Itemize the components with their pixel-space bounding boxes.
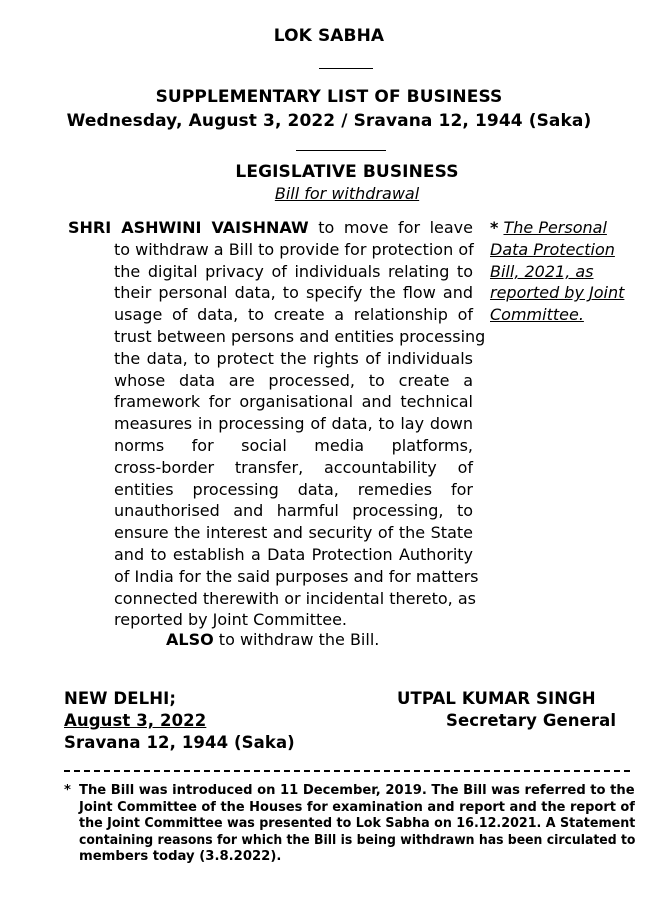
- motion-line: measures in processing of data, to lay down: [114, 414, 473, 434]
- footnote: [79, 783, 635, 866]
- footnote-line: the Joint Committee was presented to Lok Sabha on 16.12.2021. A Statement: [79, 816, 636, 832]
- motion-line: ensure the interest and security of the State: [114, 523, 473, 543]
- section-heading: LEGISLATIVE BUSINESS: [235, 162, 459, 182]
- footnote-line: Joint Committee of the Houses for examination and report and the report of: [79, 799, 635, 815]
- motion-line: cross-border transfer, accountability of: [114, 457, 473, 477]
- saka-date: Sravana 12, 1944 (Saka): [64, 733, 295, 752]
- sidenote-line: The Personal: [503, 218, 607, 237]
- motion-line: usage of data, to create a relationship of: [114, 305, 473, 325]
- motion-line: SHRI ASHWINI VAISHNAW to move for leave: [68, 218, 473, 237]
- sidenote-line: Bill, 2021, as: [490, 261, 594, 281]
- header-rule: [319, 68, 373, 69]
- motion-line: norms for social media platforms,: [114, 435, 473, 455]
- motion-line: whose data are processed, to create a: [114, 370, 473, 390]
- motion-line: framework for organisational and technical: [114, 392, 473, 412]
- motion-line: to withdraw a Bill to provide for protection of: [114, 239, 474, 259]
- motion-line: unauthorised and harmful processing, to: [114, 501, 473, 521]
- signature-date: August 3, 2022: [64, 711, 207, 730]
- house-title: LOK SABHA: [273, 26, 385, 46]
- sidenote-line: Committee.: [490, 305, 584, 325]
- sidenote-line: reported by Joint: [490, 283, 625, 303]
- motion-line: entities processing data, remedies for: [114, 479, 473, 499]
- sidenote-star: *: [490, 218, 499, 237]
- also-text: to withdraw the Bill.: [218, 630, 380, 649]
- motion-line: their personal data, to specify the flow and: [114, 283, 473, 303]
- date-rule: [296, 150, 386, 151]
- motion-paragraph: [68, 217, 486, 631]
- date-line: Wednesday, August 3, 2022 / Sravana 12, 1944 (Saka): [66, 111, 592, 131]
- footnote-line: The Bill was introduced on 11 December, 2019. The Bill was referred to the: [79, 783, 635, 798]
- sidenote: [490, 217, 635, 326]
- motion-line: trust between persons and entities processing: [114, 326, 486, 346]
- motion-line: of India for the said purposes and for matters: [114, 566, 479, 586]
- motion-line: connected therewith or incidental thereto, as: [114, 588, 476, 608]
- mover-name: SHRI ASHWINI VAISHNAW: [68, 218, 309, 237]
- motion-line: the data, to protect the rights of individuals: [114, 348, 473, 368]
- footnote-star: *: [64, 783, 71, 798]
- signatory-designation: Secretary General: [446, 711, 617, 730]
- footnote-line: members today (3.8.2022).: [79, 849, 282, 865]
- sidenote-line: Data Protection: [490, 239, 615, 259]
- place: NEW DELHI;: [64, 689, 177, 708]
- signatory-name: UTPAL KUMAR SINGH: [397, 689, 596, 708]
- footnote-line: containing reasons for which the Bill is being withdrawn has been circulated to: [79, 832, 636, 848]
- motion-line: the digital privacy of individuals relating to: [114, 261, 473, 281]
- footnote-separator: [64, 770, 630, 772]
- list-title: SUPPLEMENTARY LIST OF BUSINESS: [155, 87, 503, 107]
- also-keyword: ALSO: [166, 630, 214, 649]
- section-subheading: Bill for withdrawal: [274, 184, 420, 203]
- motion-line: and to establish a Data Protection Authority: [114, 544, 473, 564]
- motion-line: reported by Joint Committee.: [114, 610, 348, 630]
- also-line: [166, 629, 379, 651]
